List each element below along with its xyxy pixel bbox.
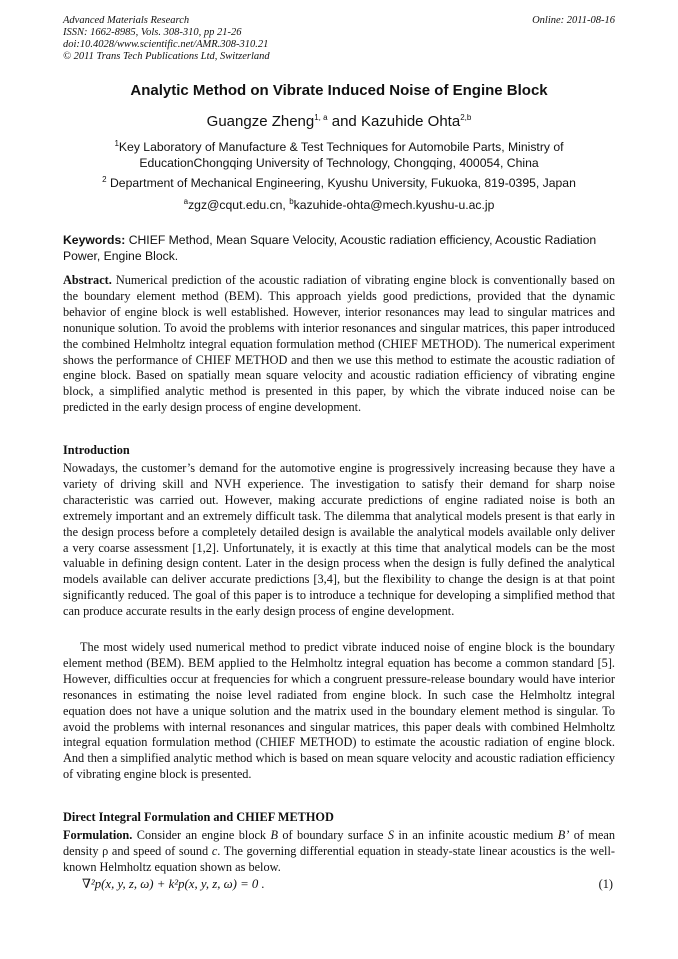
equation-1: ∇²p(x, y, z, ω) + k²p(x, y, z, ω) = 0 .	[82, 877, 265, 891]
affiliation-1-text: Key Laboratory of Manufacture & Test Techniques for Automobile Parts, Ministry of EducationChongqing University of Technology, Chongqing, 400054, China	[118, 140, 564, 170]
author-2: Kazuhide Ohta	[360, 113, 461, 130]
email-a[interactable]: zgz@cqut.edu.cn,	[188, 198, 290, 212]
author-list	[0, 113, 678, 130]
issn-line: ISSN: 1662-8985, Vols. 308-310, pp 21-26	[63, 27, 242, 38]
symbol-B-prime: B’	[557, 828, 570, 842]
abstract	[63, 273, 615, 416]
keywords	[63, 232, 615, 264]
symbol-S: S	[387, 828, 394, 842]
formulation-text-1: Consider an engine block	[132, 828, 271, 842]
introduction-paragraph-2: The most widely used numerical method to predict vibrate induced noise of engine block is the boundary element method (BEM). BEM applied to the Helmholtz integral equation has become a common standard [5]. However, difficulties occur at frequencies for which a congruent pressure-release boundary would have interior resonances in estimating the noise level radiated from engine block. In such case the Helmholtz integral equation does not have a unique solution and the matrix used in the boundary element method is singular. To avoid the problems with internal resonances and singular matrices, this paper deals with combined Helmholtz integral equation formulation method (CHIEF METHOD) to estimate the acoustic radiation of engine block. And then a simplified analytic method which is based on mean square velocity and acoustic radiation efficiency of vibrating engine block is presented.	[63, 640, 615, 782]
abstract-text: Numerical prediction of the acoustic radiation of vibrating engine block is conventionally based on the boundary element method (BEM). This approach yields good predictions, provided that the dynamic behavior of engine block is well established. However, interior resonances may lead to singular matrices and nonunique solution. To avoid the problems with interior resonances and singular matrices, this paper introduced the combined Helmholtz integral equation formulation method (CHIEF METHOD). The numerical experiment shows the performance of CHIEF METHOD and then we use this method to estimate the acoustic radiation of engine block. Based on spatially mean square velocity and acoustic radiation efficiency of vibrating engine block, a simplified analytic method is presented in this paper, by which the vibrate induced noise can be predicted in the early design process of engine development.	[63, 273, 615, 415]
formulation-text-5: . The governing differential equation in steady-state linear acoustics is the well-known Helmholtz equation shown as below.	[63, 843, 615, 874]
keywords-text: CHIEF Method, Mean Square Velocity, Acoustic radiation efficiency, Acoustic Radiation Power, Engine Block.	[63, 233, 597, 263]
author-emails	[0, 198, 678, 212]
journal-header	[63, 15, 615, 63]
online-date: Online: 2011-08-16	[532, 15, 615, 26]
affiliation-1	[90, 139, 588, 171]
formulation-text-4: of mean density ρ and speed of sound	[63, 828, 615, 858]
paper-title: Analytic Method on Vibrate Induced Noise of Engine Block	[130, 82, 548, 99]
keywords-label: Keywords:	[63, 233, 126, 247]
affiliation-2-text: Department of Mechanical Engineering, Kyushu University, Fukuoka, 819-0395, Japan	[109, 176, 576, 190]
copyright-line: © 2011 Trans Tech Publications Ltd, Switzerland	[63, 51, 270, 62]
affiliation-2	[0, 176, 678, 190]
email-b[interactable]: kazuhide-ohta@mech.kyushu-u.ac.jp	[293, 198, 495, 212]
formulation-paragraph	[63, 828, 615, 876]
email-a-marker: a	[183, 196, 189, 206]
doi-line: doi:10.4028/www.scientific.net/AMR.308-310.21	[63, 39, 269, 50]
formulation-label: Formulation.	[63, 828, 133, 842]
affiliation-2-number: 2	[102, 174, 107, 184]
affiliation-1-number: 1	[114, 138, 119, 148]
equation-1-number: (1)	[598, 877, 613, 891]
introduction-heading: Introduction	[63, 443, 130, 457]
author-conjunction: and	[327, 113, 361, 130]
introduction-paragraph-1: Nowadays, the customer’s demand for the automotive engine is progressively increasing because they have a variety of driving skill and NVH experience. The investigation to satisfy their demand for sharp noise characteristic was carried out. However, making accurate predictions of engine radiated noise is both an extremely important and an extremely difficult task. The dilemma that analytical models present is that early in the design process before a completely detailed design is available the analytical models available only deliver a very coarse assessment [1,2]. Unfortunately, it is exactly at this time that analytical models can be the most valuable in defining design content. Later in the design process when the design is fully defined the analytical models available can deliver accurate predictions [3,4], but the flexibility to change the design is at that point significantly reduced. The goal of this paper is to introduce a technique for developing a simplified method that can produce accurate results in the early design process of engine development.	[63, 461, 615, 619]
journal-name: Advanced Materials Research	[63, 15, 190, 26]
author-2-affil: 2,b	[460, 113, 472, 122]
symbol-B: B	[270, 828, 278, 842]
author-1: Guangze Zheng	[206, 113, 315, 130]
abstract-label: Abstract.	[63, 273, 112, 287]
formulation-text-3: in an infinite acoustic medium	[393, 828, 558, 842]
author-1-affil: 1, a	[314, 113, 328, 122]
email-b-marker: b	[289, 196, 294, 206]
section-heading-direct-integral: Direct Integral Formulation and CHIEF METHOD	[63, 810, 334, 824]
formulation-text-2: of boundary surface	[278, 828, 388, 842]
symbol-c: c	[211, 843, 218, 858]
